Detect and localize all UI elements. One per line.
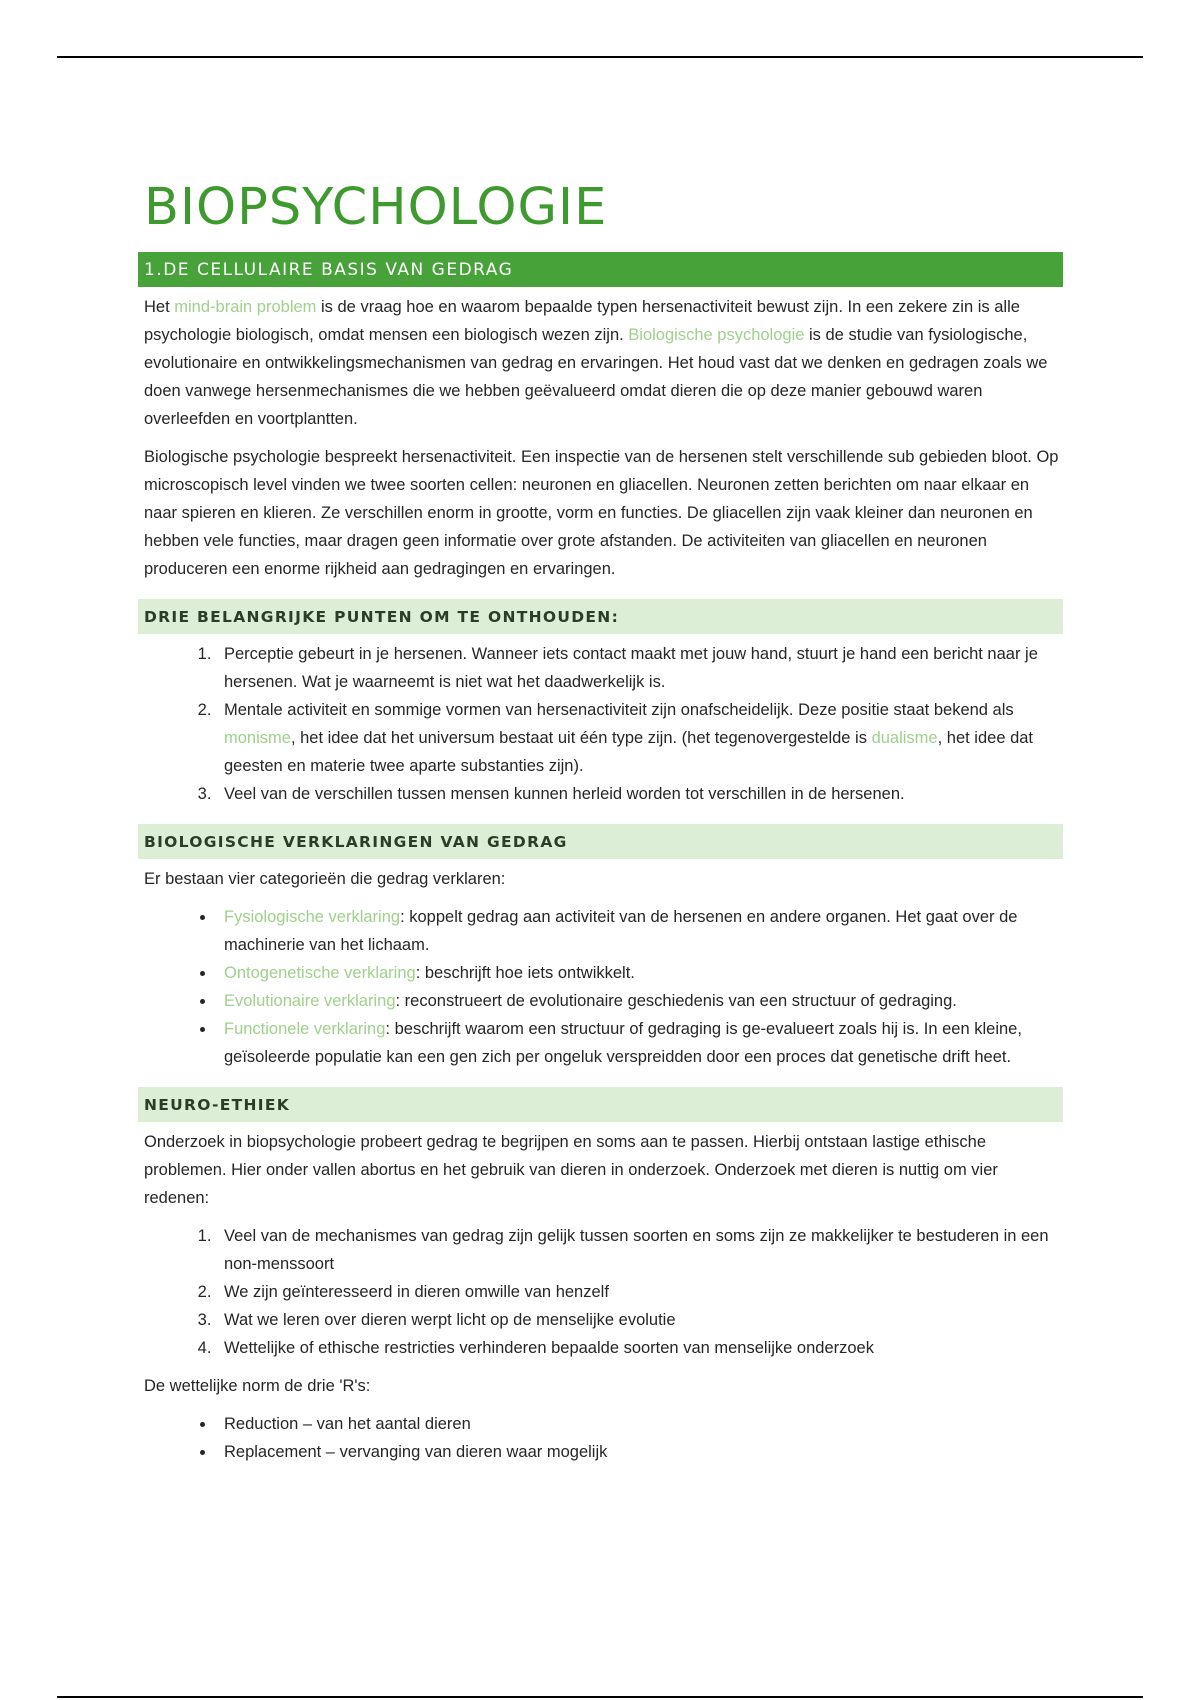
keyword-dualisme: dualisme (871, 729, 938, 747)
explanations-intro: Er bestaan vier categorieën die gedrag verklaren: (144, 870, 506, 888)
list-item: 1. Veel van de mechanismes van gedrag zijn gelijk tussen soorten en soms zijn ze makkelijker te bestuderen in een non-menssoort (216, 1222, 1063, 1278)
explanation-term: Fysiologische verklaring (224, 908, 401, 926)
ethics-intro: Onderzoek in biopsychologie probeert gedrag te begrijpen en soms aan te passen. Hierbij ontstaan lastige ethische problemen. Hier onder vallen abortus en het gebruik van dieren in onderzoek. Onderzoek met dieren is nuttig om vier redenen: (144, 1133, 998, 1207)
list-item: 3. Wat we leren over dieren werpt licht op de menselijke evolutie (216, 1306, 1063, 1334)
norm-intro: De wettelijke norm de drie 'R's: (144, 1377, 371, 1395)
list-item: • Replacement – vervanging van dieren waar mogelijk (216, 1438, 1063, 1466)
intro-text-1: Het (144, 298, 175, 316)
paragraph-brain-activity: Biologische psychologie bespreekt hersenactiviteit. Een inspectie van de hersenen stelt verschillende sub gebieden bloot. Op microscopisch level vinden we twee soorten cellen: neuronen en gliacellen. Neuronen zetten berichten om naar elkaar en naar spieren en klieren. Ze verschillen enorm in grootte, vorm en functies. De gliacellen zijn vaak kleiner dan neuronen en hebben vele functies, maar dragen geen informatie over grote afstanden. De activiteiten van gliacellen en neuronen produceren een enorme rijkheid aan gedragingen en ervaringen. (144, 448, 1059, 578)
section-heading-cellular-basis: 1.DE CELLULAIRE BASIS VAN GEDRAG (138, 252, 1063, 287)
explanation-text: : reconstrueert de evolutionaire geschiedenis van een structuur of gedraging. (395, 992, 957, 1010)
explanation-text: : beschrijft waarom een structuur of gedraging is ge-evalueert zoals hij is. In een kleine, geïsoleerde populatie kan een gen zich per ongeluk verspreidden door een proces dat genetische drift heet. (224, 1020, 1022, 1066)
list-item (216, 1015, 1063, 1071)
point2-text-b: , het idee dat het universum bestaat uit één type zijn. (het tegenovergestelde is (290, 729, 872, 747)
keyword-biologische-psychologie: Biologische psychologie (628, 326, 805, 344)
explanation-term: Functionele verklaring (224, 1020, 386, 1038)
list-item (216, 987, 1063, 1015)
list-item: • Reduction – van het aantal dieren (216, 1410, 1063, 1438)
intro-text-2: is de vraag hoe en waarom bepaalde typen hersenactiviteit bewust zijn. In een zekere zin is alle psychologie biologisch, omdat mensen een biologisch wezen zijn. (144, 298, 1020, 344)
section-heading-neuro-ethics: NEURO-ETHIEK (138, 1087, 1063, 1122)
document-body (138, 178, 1063, 1476)
explanations-list (138, 903, 1063, 1071)
explanation-text: : koppelt gedrag aan activiteit van de hersenen en andere organen. Het gaat over de machinerie van het lichaam. (224, 908, 1018, 954)
intro-paragraph (144, 293, 1063, 433)
three-points-list (138, 640, 1063, 808)
top-rule (57, 56, 1143, 58)
list-item: 1. Perceptie gebeurt in je hersenen. Wanneer iets contact maakt met jouw hand, stuurt je hand een bericht naar je hersenen. Wat je waarneemt is niet wat het daadwerkelijk is. (216, 640, 1063, 696)
explanation-term: Evolutionaire verklaring (224, 992, 396, 1010)
intro-text-3: is de studie van fysiologische, evolutionaire en ontwikkelingsmechanismen van gedrag en ervaringen. Het houd vast dat we denken en gedragen zoals we doen vanwege hersenmechanismes die we hebben geëvalueerd omdat dieren die op deze manier gebouwd waren overleefden en voortplantten. (144, 326, 1048, 428)
keyword-mind-brain-problem: mind-brain problem (174, 298, 317, 316)
explanation-text: : beschrijft hoe iets ontwikkelt. (415, 964, 635, 982)
norms-list (138, 1410, 1063, 1466)
section-heading-explanations: BIOLOGISCHE VERKLARINGEN VAN GEDRAG (138, 824, 1063, 859)
explanation-term: Ontogenetische verklaring (224, 964, 416, 982)
list-item (216, 903, 1063, 959)
list-item: 2. We zijn geïnteresseerd in dieren omwille van henzelf (216, 1278, 1063, 1306)
list-item: 3. Veel van de verschillen tussen mensen kunnen herleid worden tot verschillen in de hersenen. (216, 780, 1063, 808)
keyword-monisme: monisme (224, 729, 291, 747)
section-heading-three-points: DRIE BELANGRIJKE PUNTEN OM TE ONTHOUDEN: (138, 599, 1063, 634)
point2-text-c: , het idee dat geesten en materie twee aparte substanties zijn). (224, 729, 1034, 775)
bottom-rule (57, 1696, 1143, 1698)
document-title: BIOPSYCHOLOGIE (144, 178, 608, 237)
list-item: 4. Wettelijke of ethische restricties verhinderen bepaalde soorten van menselijke onderzoek (216, 1334, 1063, 1362)
list-item (216, 959, 1063, 987)
list-item (216, 696, 1063, 780)
reasons-list (138, 1222, 1063, 1362)
point2-text-a: Mentale activiteit en sommige vormen van hersenactiviteit zijn onafscheidelijk. Deze positie staat bekend als (224, 701, 1014, 719)
